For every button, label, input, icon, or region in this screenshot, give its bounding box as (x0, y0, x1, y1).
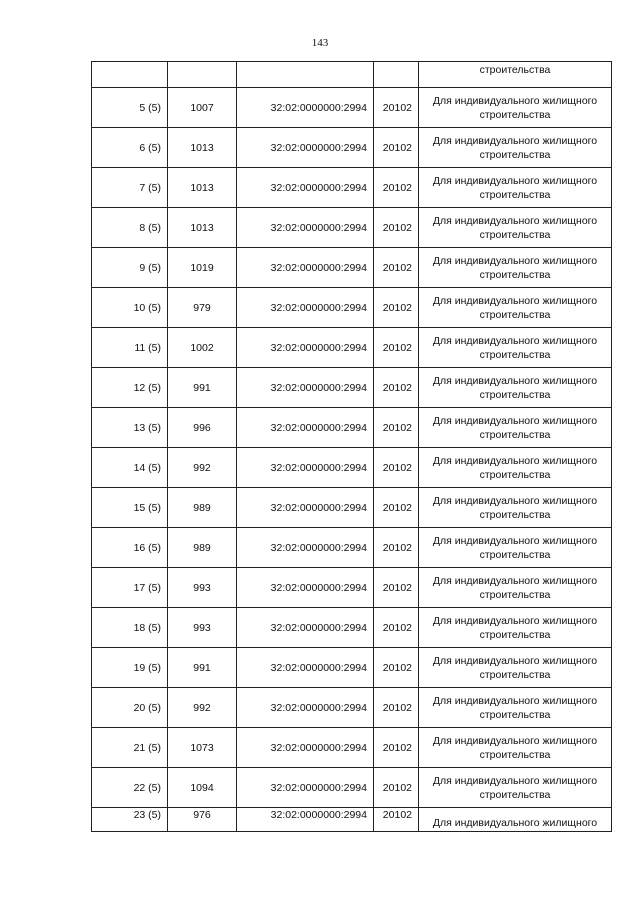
purpose-line-2: строительства (479, 148, 551, 161)
cell-area (168, 62, 237, 88)
cell-number: 15 (5) (92, 488, 168, 528)
cell-number: 21 (5) (92, 728, 168, 768)
table-row (92, 648, 612, 688)
table-row (92, 448, 612, 488)
purpose-line-2: строительства (479, 668, 551, 681)
purpose-line-2: строительства (479, 508, 551, 521)
cell-area: 979 (168, 288, 237, 328)
cell-number: 23 (5) (92, 808, 168, 832)
cell-purpose (419, 608, 612, 648)
cell-area: 1007 (168, 88, 237, 128)
cell-code: 20102 (374, 408, 419, 448)
cell-purpose (419, 248, 612, 288)
table-row-continued (92, 62, 612, 88)
table-row (92, 768, 612, 808)
purpose-line-2: строительства (479, 708, 551, 721)
cell-number: 7 (5) (92, 168, 168, 208)
cell-number: 10 (5) (92, 288, 168, 328)
cell-area: 1013 (168, 208, 237, 248)
table-row (92, 528, 612, 568)
cell-number (92, 62, 168, 88)
purpose-line-1: Для индивидуального жилищного (432, 254, 598, 267)
cell-code: 20102 (374, 688, 419, 728)
cell-number: 20 (5) (92, 688, 168, 728)
cell-purpose (419, 568, 612, 608)
cell-code: 20102 (374, 88, 419, 128)
purpose-line-1: Для индивидуального жилищного (432, 774, 598, 787)
purpose-line-2: строительства (479, 588, 551, 601)
cell-number: 22 (5) (92, 768, 168, 808)
cell-code: 20102 (374, 808, 419, 832)
land-plots-table (91, 61, 612, 832)
cell-number: 12 (5) (92, 368, 168, 408)
cell-purpose (419, 368, 612, 408)
cell-code: 20102 (374, 448, 419, 488)
table-row (92, 488, 612, 528)
cell-number: 5 (5) (92, 88, 168, 128)
cell-area: 993 (168, 608, 237, 648)
cell-area: 992 (168, 688, 237, 728)
purpose-line-1: Для индивидуального жилищного (432, 414, 598, 427)
cell-code: 20102 (374, 768, 419, 808)
purpose-line-1: Для индивидуального жилищного (432, 134, 598, 147)
purpose-line-1: Для индивидуального жилищного (432, 94, 598, 107)
cell-purpose (419, 168, 612, 208)
table-row (92, 608, 612, 648)
table-row (92, 88, 612, 128)
cell-purpose (419, 728, 612, 768)
page-number: 143 (311, 37, 329, 49)
cell-number: 19 (5) (92, 648, 168, 688)
cell-code: 20102 (374, 128, 419, 168)
purpose-line-2: строительства (479, 348, 551, 361)
cell-cadastral: 32:02:0000000:2994 (237, 568, 374, 608)
cell-area: 1073 (168, 728, 237, 768)
cell-cadastral: 32:02:0000000:2994 (237, 368, 374, 408)
cell-number: 8 (5) (92, 208, 168, 248)
cell-cadastral: 32:02:0000000:2994 (237, 488, 374, 528)
purpose-line-2: строительства (479, 548, 551, 561)
cell-area: 976 (168, 808, 237, 832)
cell-area: 1013 (168, 128, 237, 168)
purpose-line-2: строительства (479, 308, 551, 321)
table-row (92, 208, 612, 248)
purpose-line-2: строительства (479, 108, 551, 121)
cell-purpose (419, 768, 612, 808)
purpose-line-2: строительства (479, 468, 551, 481)
cell-purpose: строительства (419, 62, 612, 88)
cell-code: 20102 (374, 528, 419, 568)
cell-purpose (419, 488, 612, 528)
cell-number: 13 (5) (92, 408, 168, 448)
table-row (92, 288, 612, 328)
purpose-line-1: Для индивидуального жилищного (432, 694, 598, 707)
cell-code: 20102 (374, 208, 419, 248)
cell-number: 14 (5) (92, 448, 168, 488)
cell-purpose (419, 88, 612, 128)
cell-purpose (419, 688, 612, 728)
table-row (92, 728, 612, 768)
purpose-line-1: Для индивидуального жилищного (432, 214, 598, 227)
table-row (92, 168, 612, 208)
cell-code: 20102 (374, 248, 419, 288)
purpose-line-2: строительства (479, 388, 551, 401)
cell-cadastral: 32:02:0000000:2994 (237, 328, 374, 368)
cell-cadastral: 32:02:0000000:2994 (237, 408, 374, 448)
cell-cadastral: 32:02:0000000:2994 (237, 168, 374, 208)
cell-purpose (419, 408, 612, 448)
cell-area: 1094 (168, 768, 237, 808)
purpose-line-1: Для индивидуального жилищного (432, 334, 598, 347)
table-row (92, 248, 612, 288)
purpose-line-1: Для индивидуального жилищного (432, 574, 598, 587)
table-row (92, 328, 612, 368)
purpose-line-1: Для индивидуального жилищного (432, 817, 598, 829)
cell-purpose (419, 648, 612, 688)
table-row (92, 128, 612, 168)
cell-area: 992 (168, 448, 237, 488)
table-body (92, 62, 612, 832)
cell-cadastral (237, 62, 374, 88)
cell-area: 996 (168, 408, 237, 448)
purpose-line-2: строительства (479, 228, 551, 241)
cell-code: 20102 (374, 648, 419, 688)
purpose-line-1: Для индивидуального жилищного (432, 654, 598, 667)
cell-purpose (419, 808, 612, 832)
purpose-line-1: Для индивидуального жилищного (432, 454, 598, 467)
cell-code: 20102 (374, 608, 419, 648)
cell-cadastral: 32:02:0000000:2994 (237, 128, 374, 168)
cell-cadastral: 32:02:0000000:2994 (237, 808, 374, 832)
cell-purpose (419, 448, 612, 488)
cell-code: 20102 (374, 488, 419, 528)
cell-area: 991 (168, 648, 237, 688)
cell-code: 20102 (374, 368, 419, 408)
cell-number: 6 (5) (92, 128, 168, 168)
cell-area: 1002 (168, 328, 237, 368)
cell-purpose (419, 328, 612, 368)
purpose-line-2: строительства (479, 788, 551, 801)
purpose-line-1: Для индивидуального жилищного (432, 374, 598, 387)
purpose-line-1: Для индивидуального жилищного (432, 174, 598, 187)
cell-area: 989 (168, 488, 237, 528)
cell-purpose (419, 528, 612, 568)
cell-number: 9 (5) (92, 248, 168, 288)
table-row (92, 808, 612, 832)
cell-code: 20102 (374, 288, 419, 328)
cell-number: 17 (5) (92, 568, 168, 608)
purpose-line-1: Для индивидуального жилищного (432, 614, 598, 627)
cell-cadastral: 32:02:0000000:2994 (237, 288, 374, 328)
purpose-line-2: строительства (479, 268, 551, 281)
cell-cadastral: 32:02:0000000:2994 (237, 768, 374, 808)
cell-purpose (419, 128, 612, 168)
table-row (92, 368, 612, 408)
cell-number: 16 (5) (92, 528, 168, 568)
cell-area: 1013 (168, 168, 237, 208)
purpose-line-2: строительства (479, 628, 551, 641)
cell-code: 20102 (374, 568, 419, 608)
cell-code (374, 62, 419, 88)
cell-code: 20102 (374, 728, 419, 768)
cell-area: 989 (168, 528, 237, 568)
table-row (92, 688, 612, 728)
purpose-line-1: Для индивидуального жилищного (432, 494, 598, 507)
cell-cadastral: 32:02:0000000:2994 (237, 728, 374, 768)
table-row (92, 408, 612, 448)
purpose-line-2: строительства (479, 428, 551, 441)
cell-purpose (419, 208, 612, 248)
cell-purpose (419, 288, 612, 328)
cell-number: 11 (5) (92, 328, 168, 368)
purpose-line-1: Для индивидуального жилищного (432, 734, 598, 747)
cell-code: 20102 (374, 328, 419, 368)
cell-cadastral: 32:02:0000000:2994 (237, 608, 374, 648)
cell-area: 1019 (168, 248, 237, 288)
cell-cadastral: 32:02:0000000:2994 (237, 248, 374, 288)
cell-area: 993 (168, 568, 237, 608)
purpose-line-2: строительства (479, 188, 551, 201)
cell-cadastral: 32:02:0000000:2994 (237, 528, 374, 568)
cell-number: 18 (5) (92, 608, 168, 648)
cell-cadastral: 32:02:0000000:2994 (237, 648, 374, 688)
purpose-line-2: строительства (479, 748, 551, 761)
cell-cadastral: 32:02:0000000:2994 (237, 208, 374, 248)
cell-cadastral: 32:02:0000000:2994 (237, 688, 374, 728)
cell-cadastral: 32:02:0000000:2994 (237, 88, 374, 128)
cell-area: 991 (168, 368, 237, 408)
purpose-line-1: Для индивидуального жилищного (432, 534, 598, 547)
purpose-line-1: Для индивидуального жилищного (432, 294, 598, 307)
cell-code: 20102 (374, 168, 419, 208)
cell-cadastral: 32:02:0000000:2994 (237, 448, 374, 488)
table-row (92, 568, 612, 608)
